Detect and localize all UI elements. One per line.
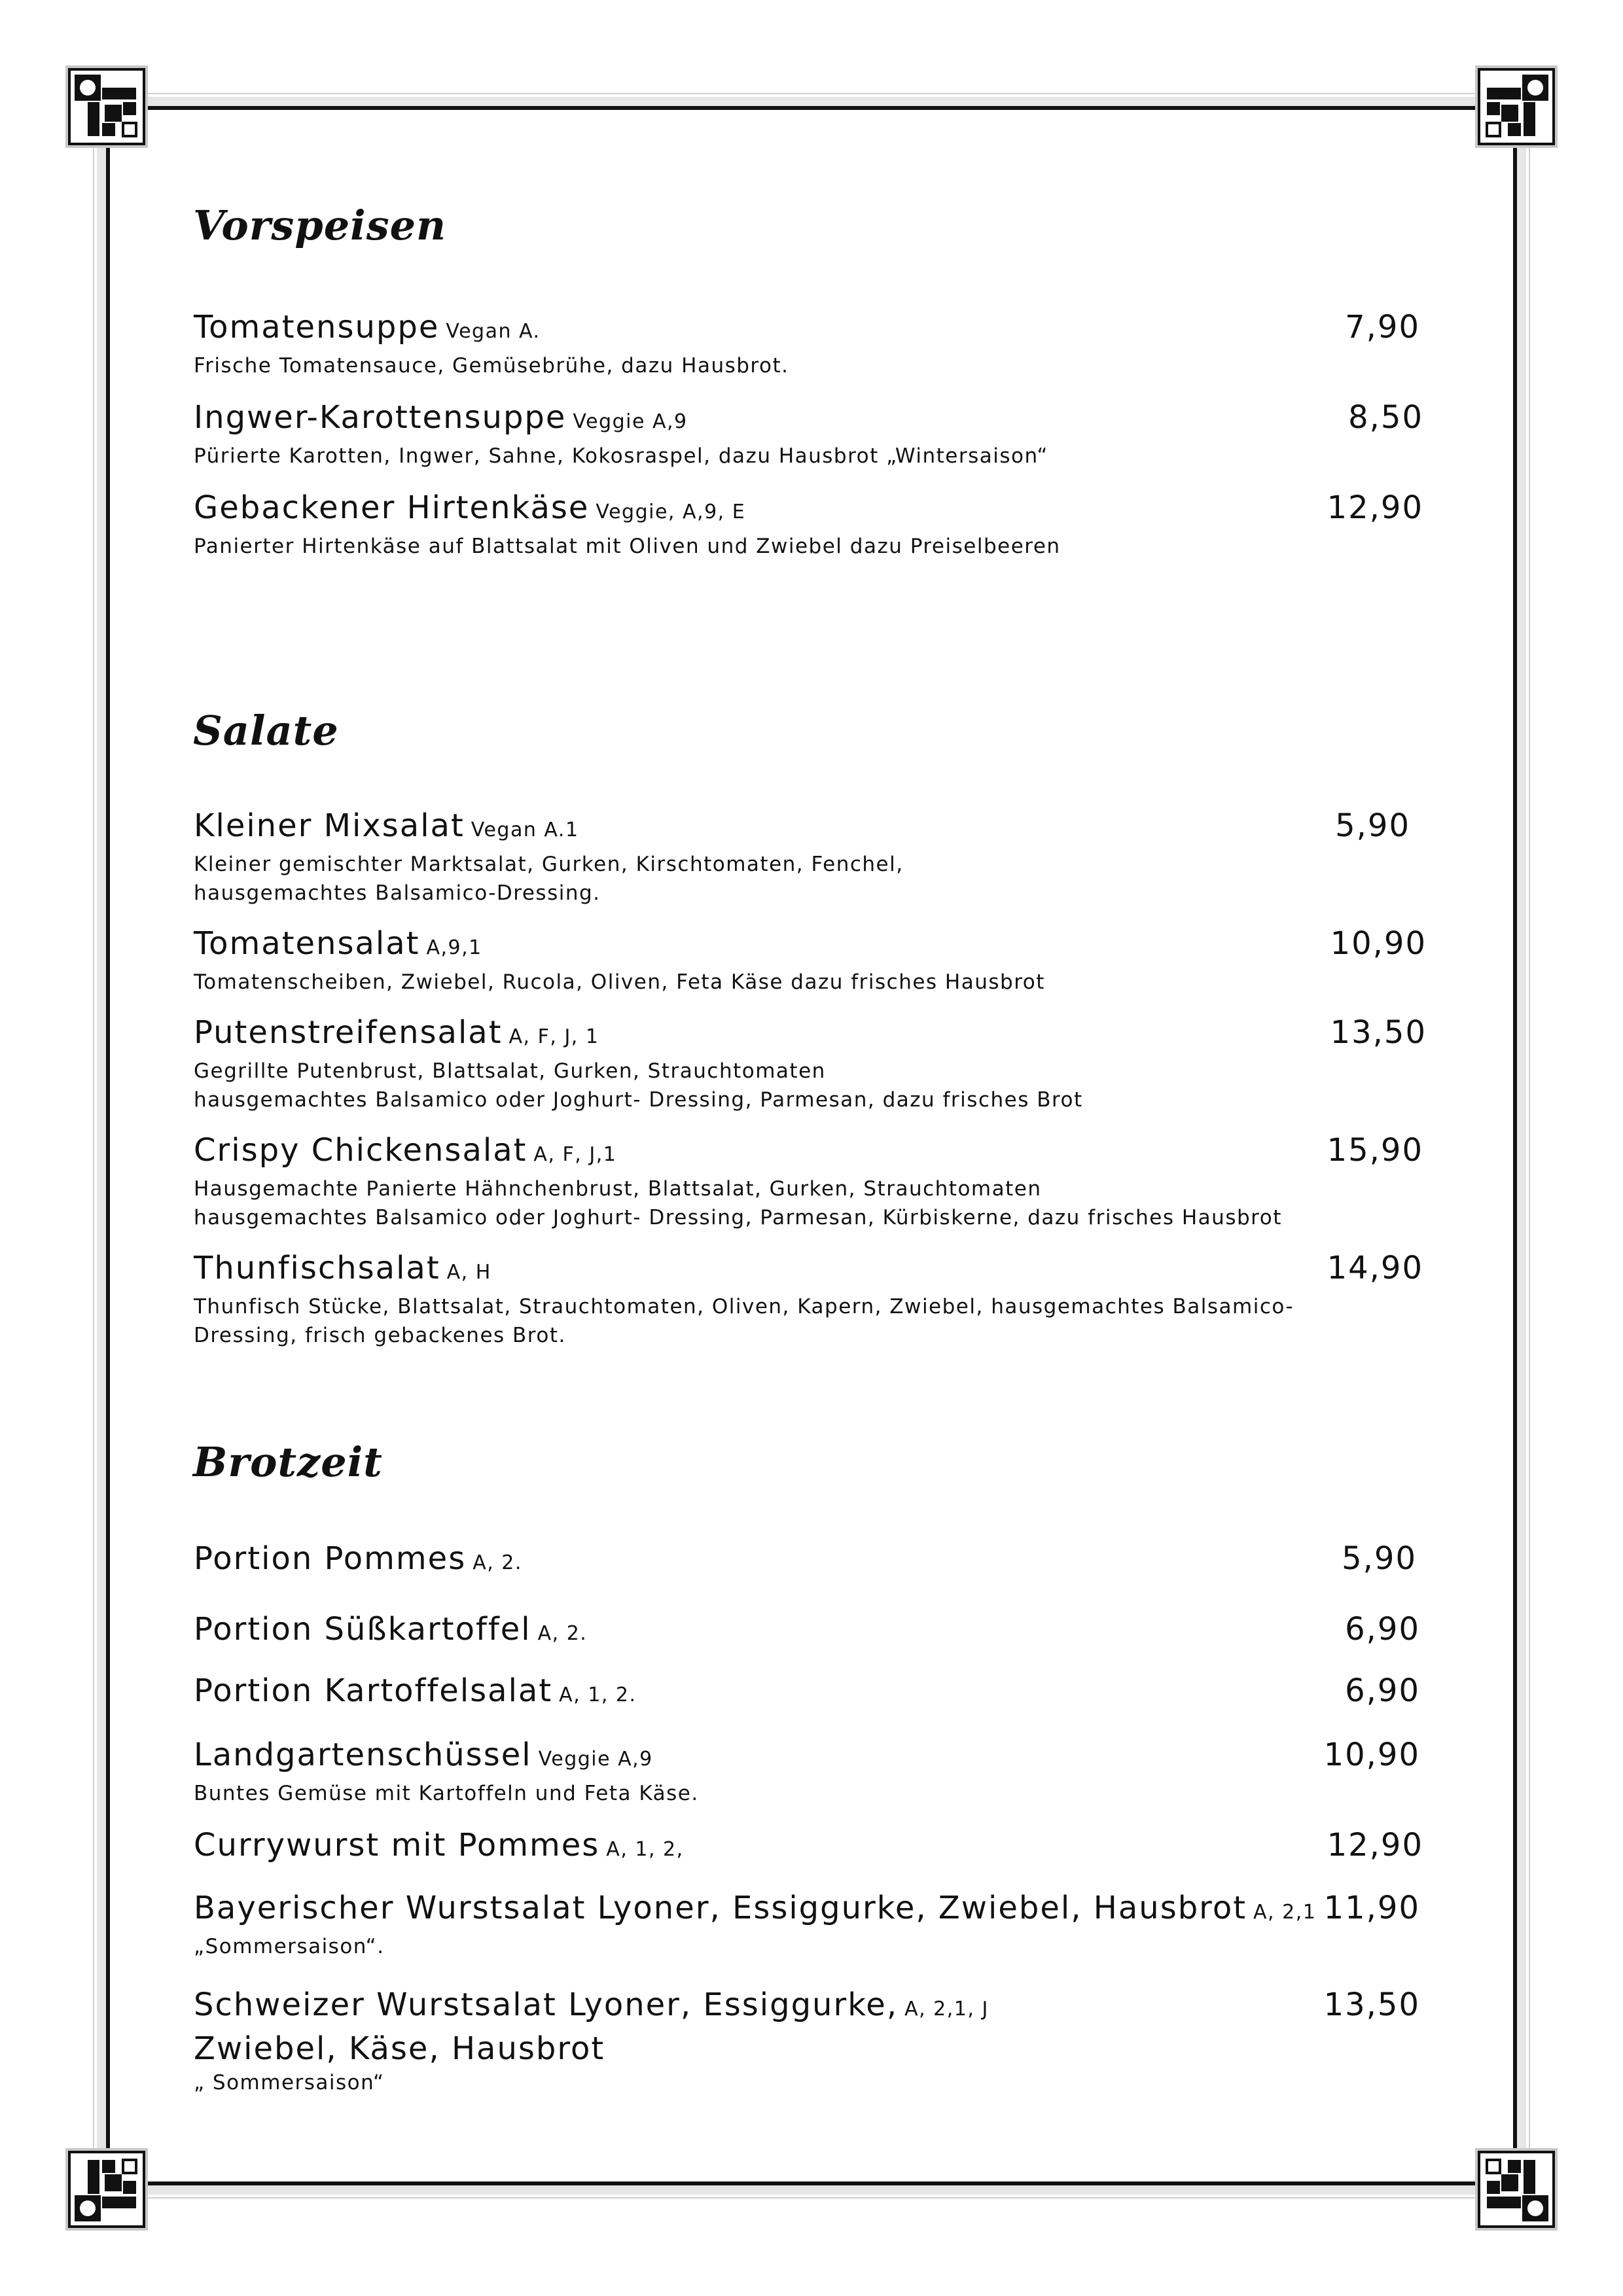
menu-item xyxy=(194,1985,1437,2097)
item-price: 7,90 xyxy=(1345,309,1420,345)
item-name: Gebackener Hirtenkäse xyxy=(194,489,590,526)
item-name: Portion Pommes xyxy=(194,1540,467,1577)
corner-ornament-icon xyxy=(1475,65,1558,148)
menu-item xyxy=(194,1610,1437,1653)
item-description: Thunfisch Stücke, Blattsalat, Strauchtomaten, Oliven, Kapern, Zwiebel, hausgemachtes Balsamico- xyxy=(194,1295,1294,1318)
item-price: 15,90 xyxy=(1327,1132,1423,1169)
item-description: „ Sommersaison“ xyxy=(194,2071,385,2094)
item-name: Putenstreifensalat xyxy=(194,1014,503,1051)
menu-item xyxy=(194,1539,1437,1583)
item-price: 10,90 xyxy=(1330,925,1427,962)
item-name: Kleiner Mixsalat xyxy=(194,807,465,844)
menu-item xyxy=(194,1131,1437,1232)
item-price: 12,90 xyxy=(1327,489,1423,526)
item-name: Thunfischsalat xyxy=(194,1250,440,1286)
item-price: 8,50 xyxy=(1348,399,1423,436)
menu-item xyxy=(194,806,1437,908)
item-price: 13,50 xyxy=(1323,1987,1420,2023)
item-tag: A,9,1 xyxy=(426,936,482,959)
item-tag: Veggie A,9 xyxy=(538,1748,653,1771)
item-name: Schweizer Wurstsalat Lyoner, Essiggurke, xyxy=(194,1987,899,2023)
section-title-salate: Salate xyxy=(193,707,339,754)
section-title-brotzeit: Brotzeit xyxy=(193,1438,383,1486)
item-tag: A, 2. xyxy=(537,1622,588,1645)
item-price: 5,90 xyxy=(1335,807,1410,844)
item-description: Hausgemachte Panierte Hähnchenbrust, Blattsalat, Gurken, Strauchtomaten xyxy=(194,1177,1042,1201)
menu-item xyxy=(194,1826,1437,1869)
section-title-vorspeisen: Vorspeisen xyxy=(193,202,447,249)
menu-item xyxy=(194,1888,1437,1961)
item-tag: Veggie, A,9, E xyxy=(596,501,746,523)
item-description: Buntes Gemüse mit Kartoffeln und Feta Käse. xyxy=(194,1782,699,1805)
item-price: 12,90 xyxy=(1327,1827,1423,1863)
item-price: 11,90 xyxy=(1323,1890,1420,1926)
item-description: Gegrillte Putenbrust, Blattsalat, Gurken, Strauchtomaten xyxy=(194,1059,826,1083)
item-tag: A, 2. xyxy=(473,1551,522,1574)
item-name: Portion Kartoffelsalat xyxy=(194,1672,553,1709)
item-description: „Sommersaison“. xyxy=(194,1935,385,1958)
menu-item xyxy=(194,398,1437,470)
item-description: Frische Tomatensauce, Gemüsebrühe, dazu Hausbrot. xyxy=(194,354,789,378)
item-description: Pürierte Karotten, Ingwer, Sahne, Kokosraspel, dazu Hausbrot „Wintersaison“ xyxy=(194,444,1048,468)
item-name: Tomatensalat xyxy=(194,925,420,962)
item-description: hausgemachtes Balsamico-Dressing. xyxy=(194,881,601,905)
item-name-continued: Zwiebel, Käse, Hausbrot xyxy=(194,2030,605,2067)
item-name: Landgartenschüssel xyxy=(194,1737,532,1773)
menu-item xyxy=(194,924,1437,997)
item-tag: A, F, J, 1 xyxy=(508,1025,599,1048)
item-description: hausgemachtes Balsamico oder Joghurt- Dressing, Parmesan, Kürbiskerne, dazu frisches Hausbrot xyxy=(194,1206,1282,1229)
item-description: Tomatenscheiben, Zwiebel, Rucola, Oliven, Feta Käse dazu frisches Hausbrot xyxy=(194,970,1045,994)
item-name: Bayerischer Wurstsalat Lyoner, Essiggurke, Zwiebel, Hausbrot xyxy=(194,1890,1247,1926)
corner-ornament-icon xyxy=(1475,2148,1558,2231)
item-name: Crispy Chickensalat xyxy=(194,1132,527,1169)
item-tag: Vegan A.1 xyxy=(471,819,579,841)
menu-item xyxy=(194,1735,1437,1808)
item-name: Portion Süßkartoffel xyxy=(194,1611,531,1648)
item-tag: A, 1, 2. xyxy=(559,1684,637,1706)
corner-ornament-icon xyxy=(65,2148,148,2231)
item-price: 5,90 xyxy=(1342,1540,1417,1577)
menu-item xyxy=(194,1013,1437,1114)
item-price: 6,90 xyxy=(1345,1672,1420,1709)
item-name: Tomatensuppe xyxy=(194,309,440,345)
item-description: hausgemachtes Balsamico oder Joghurt- Dressing, Parmesan, dazu frisches Brot xyxy=(194,1088,1083,1112)
item-price: 10,90 xyxy=(1323,1737,1420,1773)
corner-ornament-icon xyxy=(65,65,148,148)
item-tag: Vegan A. xyxy=(446,320,541,343)
item-price: 13,50 xyxy=(1330,1014,1427,1051)
item-tag: A, F, J,1 xyxy=(533,1143,617,1166)
item-price: 14,90 xyxy=(1327,1250,1423,1286)
item-name: Currywurst mit Pommes xyxy=(194,1827,600,1863)
item-tag: A, 1, 2, xyxy=(606,1838,684,1861)
menu-item xyxy=(194,1671,1437,1715)
item-description: Panierter Hirtenkäse auf Blattsalat mit Oliven und Zwiebel dazu Preiselbeeren xyxy=(194,535,1061,558)
item-description: Dressing, frisch gebackenes Brot. xyxy=(194,1324,566,1347)
menu-item xyxy=(194,488,1437,561)
menu-item xyxy=(194,1248,1437,1350)
item-tag: Veggie A,9 xyxy=(573,410,688,433)
item-tag: A, H xyxy=(446,1261,491,1284)
item-description: Kleiner gemischter Marktsalat, Gurken, Kirschtomaten, Fenchel, xyxy=(194,853,904,876)
item-tag: A, 2,1 xyxy=(1253,1901,1317,1924)
menu-item xyxy=(194,308,1437,380)
item-price: 6,90 xyxy=(1345,1611,1420,1648)
item-name: Ingwer-Karottensuppe xyxy=(194,399,567,436)
item-tag: A, 2,1, J xyxy=(904,1998,989,2021)
